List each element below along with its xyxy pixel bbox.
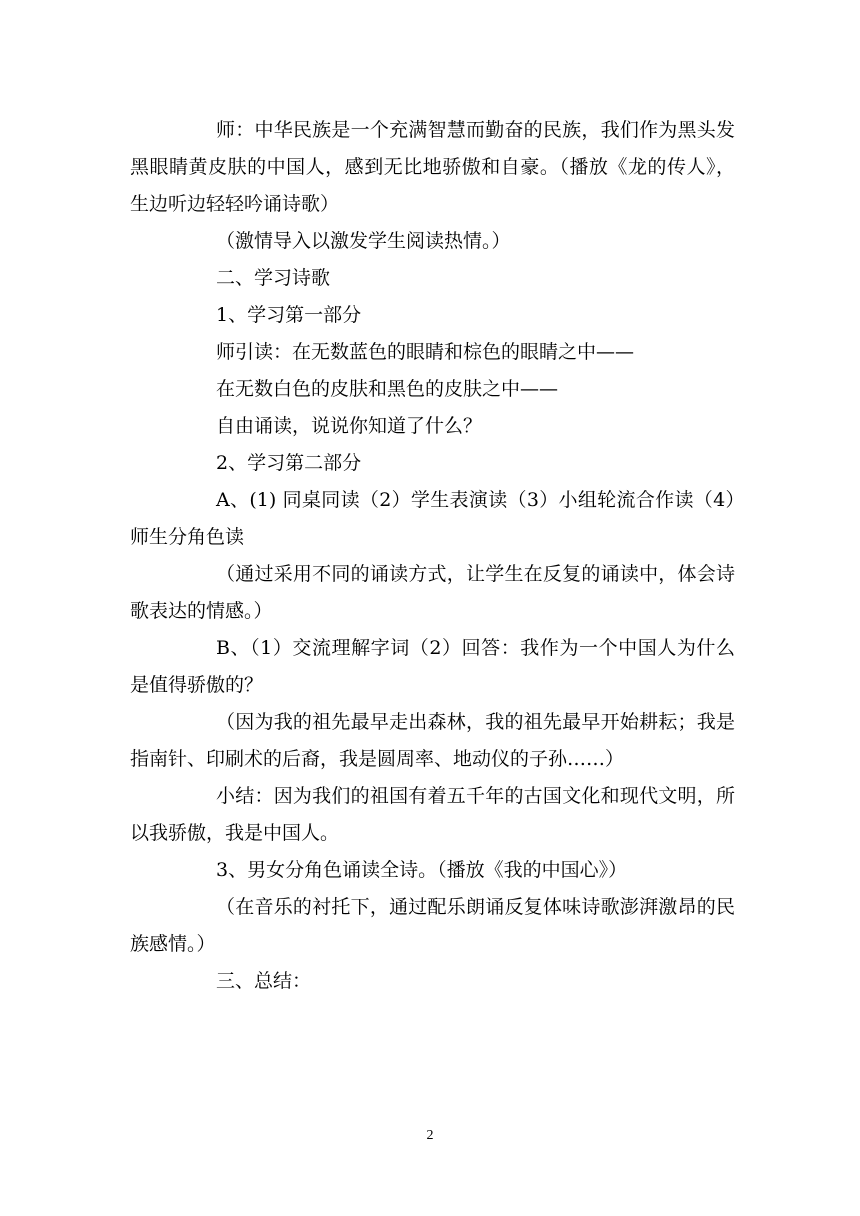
paragraph-summary: 小结：因为我们的祖国有着五千年的古国文化和现代文明，所以我骄傲，我是中国人。	[130, 785, 735, 844]
paragraph-note-b: （因为我的祖先最早走出森林，我的祖先最早开始耕耘；我是指南针、印刷术的后裔，我是圆周率、地动仪的子孙……）	[130, 711, 735, 770]
section-heading-study-poem: 二、学习诗歌	[216, 267, 331, 289]
subheading-part-two: 2、学习第二部分	[216, 452, 362, 474]
page-number: 2	[426, 1128, 434, 1143]
subheading-part-one: 1、学习第一部分	[216, 304, 362, 326]
paragraph-note-a: （通过采用不同的诵读方式，让学生在反复的诵读中，体会诗歌表达的情感。）	[130, 563, 735, 622]
section-heading-summary: 三、总结：	[216, 970, 312, 992]
paragraph-activity-b: B、（1）交流理解字词（2）回答：我作为一个中国人为什么是值得骄傲的？	[130, 637, 735, 696]
paragraph-note-music: （在音乐的衬托下，通过配乐朗诵反复体味诗歌澎湃激昂的民族感情。）	[130, 896, 735, 955]
paragraph-teacher-intro: 师：中华民族是一个充满智慧而勤奋的民族，我们作为黑头发黑眼睛黄皮肤的中国人，感到无比地骄傲和自豪。（播放《龙的传人》，生边听边轻轻吟诵诗歌）	[130, 119, 735, 215]
paragraph-guided-reading: 师引读：在无数蓝色的眼睛和棕色的眼睛之中——	[216, 341, 635, 363]
document-body	[130, 112, 735, 1000]
paragraph-note-intro: （激情导入以激发学生阅读热情。）	[216, 230, 511, 252]
paragraph-guided-reading-2: 在无数白色的皮肤和黑色的皮肤之中——	[216, 378, 559, 400]
paragraph-part-three: 3、男女分角色诵读全诗。（播放《我的中国心》）	[216, 859, 628, 881]
paragraph-free-reading: 自由诵读，说说你知道了什么？	[216, 415, 483, 437]
paragraph-activity-a: A、(1) 同桌同读（2）学生表演读（3）小组轮流合作读（4）师生分角色读	[130, 489, 735, 548]
